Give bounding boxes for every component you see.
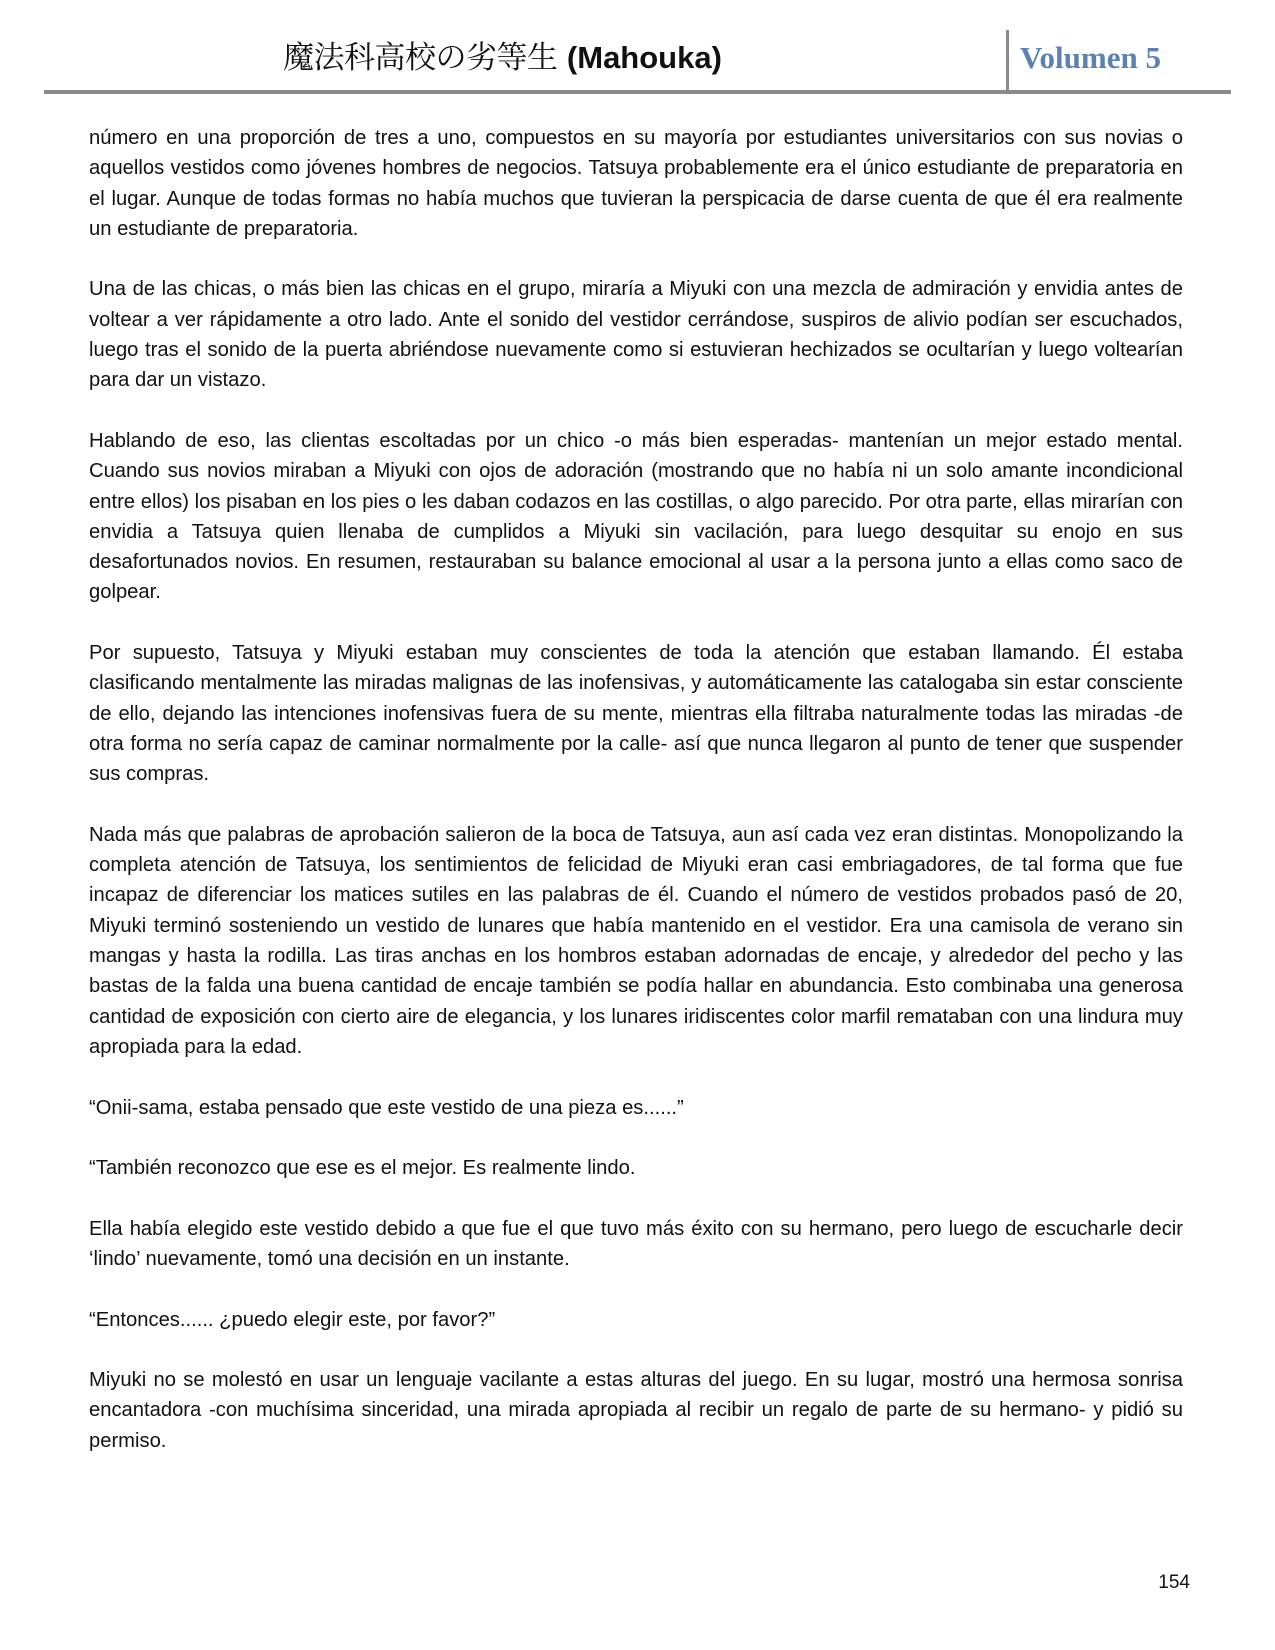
paragraph: Ella había elegido este vestido debido a que fue el que tuvo más éxito con su hermano, pero luego de escucharle decir ‘lindo’ nuevamente, tomó una decisión en un instante. [89,1217,1183,1270]
book-title-japanese: 魔法科高校の劣等生 [283,40,558,76]
dialogue-line: “También reconozco que ese es el mejor. Es realmente lindo. [89,1157,636,1180]
book-title [0,38,1005,78]
page-header [0,0,1275,100]
book-title-latin: (Mahouka) [566,40,722,75]
header-vertical-divider [1006,30,1009,92]
page-number: 154 [1158,1572,1190,1593]
page-body [89,123,1183,1486]
header-rule [44,90,1231,94]
dialogue-line: “Onii-sama, estaba pensado que este vestido de una pieza es......” [89,1096,684,1119]
dialogue-line: “Entonces...... ¿puedo elegir este, por favor?” [89,1308,496,1331]
paragraph: Nada más que palabras de aprobación salieron de la boca de Tatsuya, aun así cada vez eran distintas. Monopolizando la completa atención de Tatsuya, los sentimientos de felicidad de Miyuki eran casi embriagadores, de tal forma que fue incapaz de diferenciar los matices sutiles en las palabras de él. Cuando el número de vestidos probados pasó de 20, Miyuki terminó sosteniendo un vestido de lunares que había mantenido en el vestidor. Era una camisola de verano sin mangas y hasta la rodilla. Las tiras anchas en los hombros estaban adornadas de encaje, y alrededor del pecho y las bastas de la falda una buena cantidad de encaje también se podía hallar en abundancia. Esto combinaba una generosa cantidad de exposición con cierto aire de elegancia, y los lunares iridiscentes color marfil remataban con una lindura muy apropiada para la edad. [89,823,1183,1058]
paragraph: Una de las chicas, o más bien las chicas en el grupo, miraría a Miyuki con una mezcla de admiración y envidia antes de voltear a ver rápidamente a otro lado. Ante el sonido del vestidor cerrándose, suspiros de alivio podían ser escuchados, luego tras el sonido de la puerta abriéndose nuevamente como si estuvieran hechizados se ocultarían y luego voltearían para dar un vistazo. [89,278,1183,392]
paragraph: Miyuki no se molestó en usar un lenguaje vacilante a estas alturas del juego. En su lugar, mostró una hermosa sonrisa encantadora -con muchísima sinceridad, una mirada apropiada al recibir un regalo de parte de su hermano- y pidió su permiso. [89,1369,1183,1452]
paragraph: número en una proporción de tres a uno, compuestos en su mayoría por estudiantes universitarios con sus novias o aquellos vestidos como jóvenes hombres de negocios. Tatsuya probablemente era el único estudiante de preparatoria en el lugar. Aunque de todas formas no había muchos que tuvieran la perspicacia de darse cuenta de que él era realmente un estudiante de preparatoria. [89,127,1183,240]
volume-label: Volumen 5 [1020,40,1161,75]
paragraph: Por supuesto, Tatsuya y Miyuki estaban muy conscientes de toda la atención que estaban llamando. Él estaba clasificando mentalmente las miradas malignas de las inofensivas, y automáticamente las catalogaba sin estar consciente de ello, dejando las intenciones inofensivas fuera de su mente, mientras ella filtraba naturalmente todas las miradas -de otra forma no sería capaz de caminar normalmente por la calle- así que nunca llegaron al punto de tener que suspender sus compras. [89,642,1183,786]
paragraph: Hablando de eso, las clientas escoltadas por un chico -o más bien esperadas- mantenían un mejor estado mental. Cuando sus novios miraban a Miyuki con ojos de adoración (mostrando que no había ni un solo amante incondicional entre ellos) los pisaban en los pies o les daban codazos en las costillas, o algo parecido. Por otra parte, ellas mirarían con envidia a Tatsuya quien llenaba de cumplidos a Miyuki sin vacilación, para luego desquitar su enojo en sus desafortunados novios. En resumen, restauraban su balance emocional al usar a la persona junto a ellas como saco de golpear. [89,429,1183,604]
